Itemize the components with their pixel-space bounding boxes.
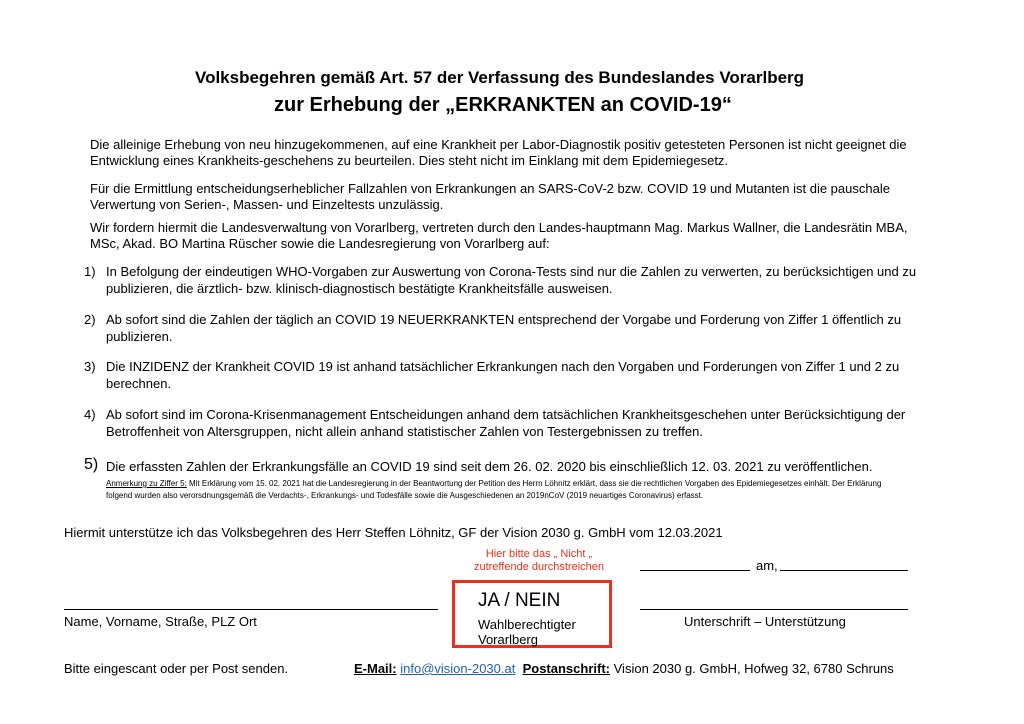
postal-address: Vision 2030 g. GmbH, Hofweg 32, 6780 Schruns <box>613 661 894 676</box>
item-number: 2) <box>84 312 96 327</box>
signature-label: Unterschrift – Unterstützung <box>684 614 846 629</box>
ja-nein-choice[interactable]: JA / NEIN <box>478 590 561 611</box>
date-label: am, <box>756 558 778 573</box>
demand-item-1 <box>84 264 924 297</box>
item-text: Die erfassten Zahlen der Erkrankungsfälle an COVID 19 sind seit dem 26. 02. 2020 bis einschließlich 12. 03. 2021 zu veröffentlichen. <box>106 459 873 474</box>
demand-item-2 <box>84 312 924 345</box>
intro-paragraph-1: Die alleinige Erhebung von neu hinzugekommenen, auf eine Krankheit per Labor-Diagnostik positiv getesteten Personen ist nicht geeignet die Entwicklung eines Krankheits-geschehens zu beurteilen. Dies steht nicht im Einklang mit dem Epidemiegesetz. <box>90 137 907 168</box>
annotation-note <box>106 478 906 502</box>
postal-address-label: Postanschrift: <box>522 661 610 676</box>
item-text: Ab sofort sind im Corona-Krisenmanagement Entscheidungen anhand dem tatsächlichen Krankheitsgeschehen unter Berücksichtigung der Betroffenheit von Altersgruppen, nicht allein anhand statistischer Zahlen von Testergebnissen zu treffen. <box>106 407 906 439</box>
eligible-line-2: Vorarlberg <box>478 632 538 647</box>
eligible-line-1: Wahlberechtigter <box>478 617 576 632</box>
document-subtitle: zur Erhebung der „ERKRANKTEN an COVID-19“ <box>274 94 732 116</box>
document-title: Volksbegehren gemäß Art. 57 der Verfassung des Bundeslandes Vorarlberg <box>195 68 805 87</box>
location-line[interactable] <box>640 570 750 571</box>
contact-info <box>354 661 894 676</box>
intro-paragraph-2: Für die Ermittlung entscheidungserheblicher Fallzahlen von Erkrankungen an SARS-CoV-2 bzw. COVID 19 und Mutanten ist die pauschale Verwertung von Serien-, Massen- und Einzeltests unzulässig. <box>90 181 890 212</box>
intro-paragraph-3: Wir fordern hiermit die Landesverwaltung von Vorarlberg, vertreten durch den Landes-hauptmann Mag. Markus Wallner, die Landesrätin MBA, MSc, Akad. BO Martina Rüscher sowie die Landesregierung von Vorarlberg auf: <box>90 220 908 251</box>
demand-item-5 <box>84 456 924 476</box>
item-text: In Befolgung der eindeutigen WHO-Vorgaben zur Auswertung von Corona-Tests sind nur die Zahlen zu verwerten, zu berücksichtigen und zu publizieren, die ärztlich- bzw. klinisch-diagnostisch bestätigte Krankheitsfälle ausweisen. <box>106 264 917 296</box>
hint-line-2: zutreffende durchstreichen <box>473 560 605 573</box>
hint-line-1: Hier bitte das „ Nicht „ <box>485 548 593 560</box>
name-address-line[interactable] <box>64 609 438 610</box>
item-number: 3) <box>84 359 96 374</box>
support-statement: Hiermit unterstütze ich das Volksbegehren des Herr Steffen Löhnitz, GF der Vision 2030 g. GmbH vom 12.03.2021 <box>64 525 723 540</box>
annotation-label: Anmerkung zu Ziffer 5: <box>106 479 187 488</box>
send-note: Bitte eingescant oder per Post senden. <box>64 661 289 676</box>
item-number: 4) <box>84 407 96 422</box>
name-address-label: Name, Vorname, Straße, PLZ Ort <box>64 614 257 629</box>
item-text: Ab sofort sind die Zahlen der täglich an COVID 19 NEUERKRANKTEN entsprechend der Vorgabe und Forderung von Ziffer 1 öffentlich zu publizieren. <box>106 312 902 344</box>
ja-nein-box[interactable] <box>452 580 612 648</box>
email-link[interactable]: info@vision-2030.at <box>400 661 516 676</box>
demand-item-4 <box>84 407 924 440</box>
email-label: E-Mail: <box>354 661 397 676</box>
demand-item-3 <box>84 359 924 392</box>
signature-line[interactable] <box>640 609 908 610</box>
annotation-text: Mit Erklärung vom 15. 02. 2021 hat die Landesregierung in der Beantwortung der Petition des Herrn Löhnitz erklärt, dass sie die rechtlichen Vorgaben des Epidemiegesetzes einhält. Der Erklärung folgend wurden also verorsdnungsgemäß die Verdachts-, Erkrankungs- und Todesfälle sowie die Ausgeschiedenen an 2019nCoV (2019 neuartiges Coronavirus) erfasst. <box>106 479 882 500</box>
item-text: Die INZIDENZ der Krankheit COVID 19 ist anhand tatsächlicher Erkrankungen nach den Vorgaben und Forderungen von Ziffer 1 und 2 zu berechnen. <box>106 359 900 391</box>
date-line[interactable] <box>780 570 908 571</box>
eligible-voter-label <box>478 617 576 647</box>
item-number: 1) <box>84 264 96 279</box>
strike-through-hint <box>466 548 612 573</box>
item-number: 5) <box>84 456 99 473</box>
